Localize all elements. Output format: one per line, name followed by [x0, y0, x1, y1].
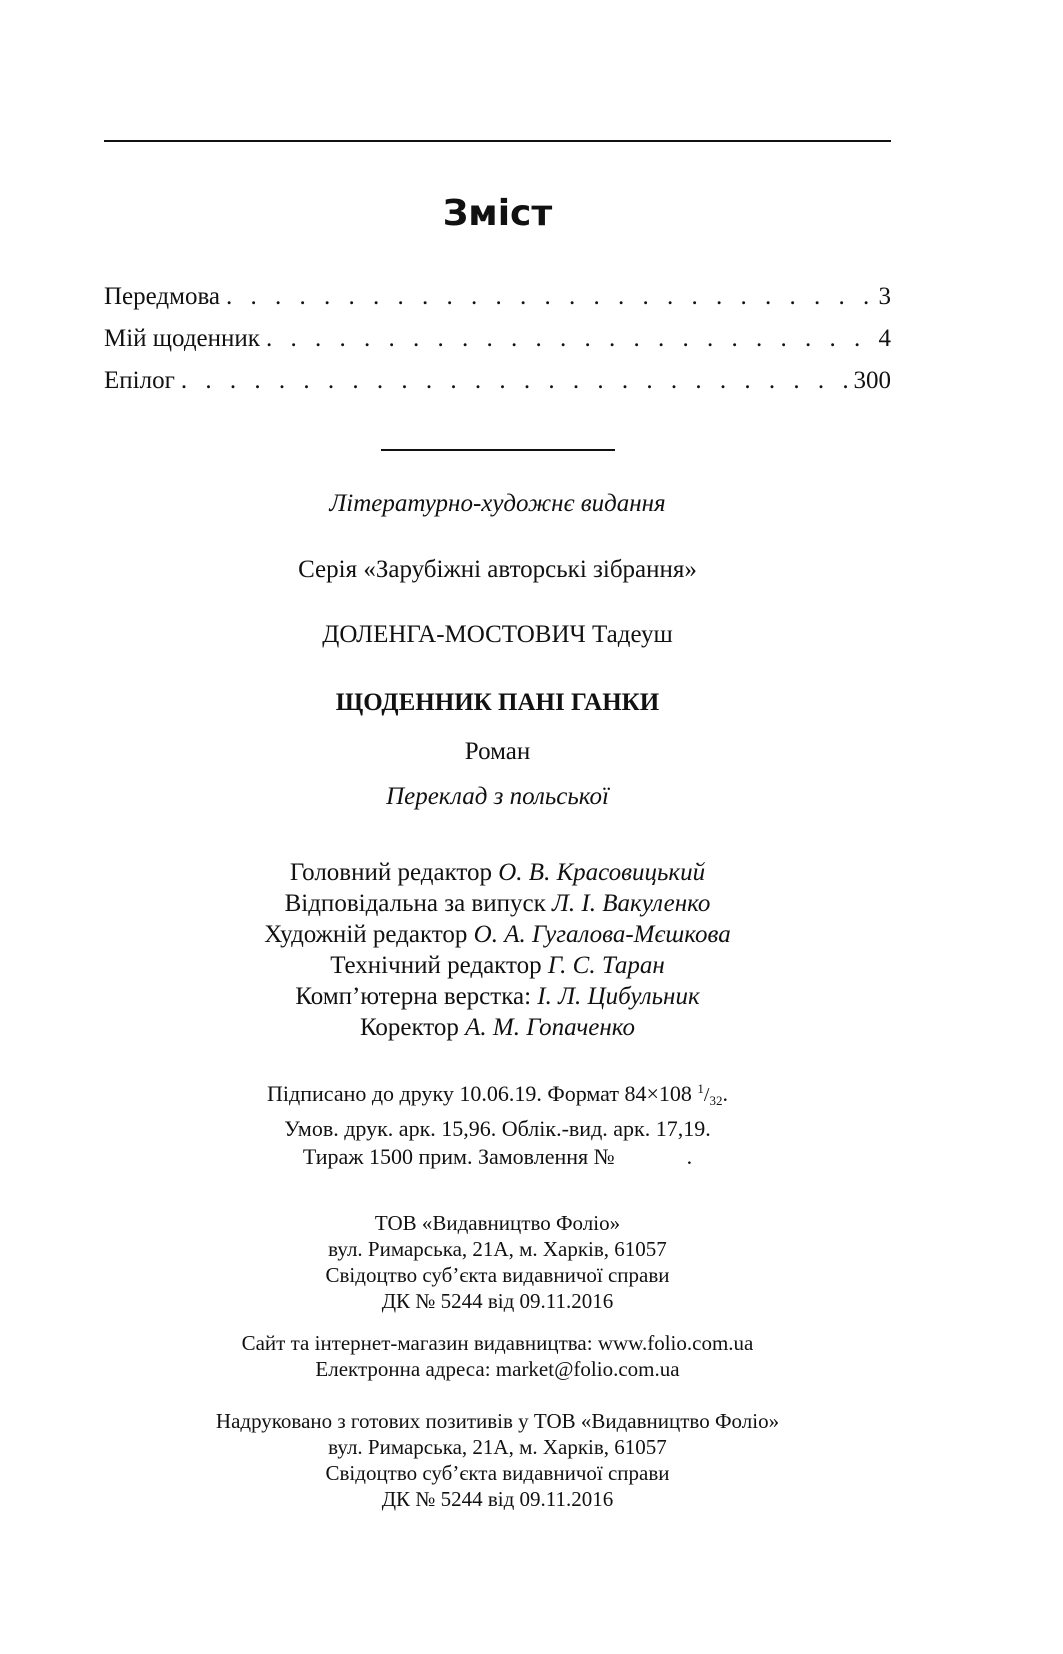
staff-line: [104, 919, 891, 950]
publisher-contacts: [104, 1330, 891, 1382]
toc-entry[interactable]: [104, 318, 891, 360]
table-of-contents: [104, 276, 891, 402]
fraction-numerator: 1: [697, 1081, 704, 1096]
fraction-slash: /: [703, 1084, 710, 1106]
toc-entry-label: Епілог: [104, 367, 175, 394]
staff-line: [104, 1012, 891, 1043]
toc-entry[interactable]: [104, 276, 891, 318]
publisher-line: ДК № 5244 від 09.11.2016: [381, 1289, 614, 1313]
printer-line: Свідоцтво суб’єкта видавничої справи: [325, 1461, 670, 1485]
toc-entry-page: 4: [878, 325, 891, 352]
toc-entry-page: 3: [878, 283, 891, 310]
editorial-staff: [104, 857, 891, 1043]
toc-entry[interactable]: [104, 360, 891, 402]
printer-info: [104, 1408, 891, 1512]
toc-leader-dots: [266, 318, 873, 360]
staff-role: Комп’ютерна верстка:: [295, 983, 532, 1010]
publisher-info: [104, 1210, 891, 1314]
toc-leader-dots: [181, 360, 848, 402]
toc-entry-label: Мій щоденник: [104, 325, 260, 352]
section-divider: [381, 449, 615, 451]
staff-role: Відповідальна за випуск: [284, 890, 546, 917]
series-name: Серія «Зарубіжні авторські зібрання»: [298, 556, 697, 583]
top-rule: [104, 140, 891, 142]
staff-person: А. М. Гопаченко: [465, 1014, 636, 1041]
edition-type: Літературно-художнє видання: [329, 490, 666, 517]
publisher-line: ТОВ «Видавництво Фоліо»: [374, 1211, 621, 1235]
staff-person: І. Л. Цибульник: [537, 983, 700, 1010]
print-sheets-line: Умов. друк. арк. 15,96. Облік.-вид. арк. 17,19.: [284, 1116, 711, 1141]
toc-leader-dots: [226, 276, 872, 318]
genre: Роман: [464, 738, 531, 765]
publisher-line: вул. Римарська, 21А, м. Харків, 61057: [328, 1237, 667, 1261]
staff-line: [104, 950, 891, 981]
toc-title: Зміст: [442, 193, 553, 234]
contact-line: Електронна адреса: market@folio.com.ua: [315, 1357, 680, 1381]
staff-role: Коректор: [359, 1014, 459, 1041]
toc-entry-page: 300: [853, 367, 891, 394]
print-signed-line: [104, 1075, 891, 1115]
staff-person: Л. І. Вакуленко: [551, 890, 711, 917]
staff-line: [104, 857, 891, 888]
translation-note: Переклад з польської: [386, 783, 609, 810]
staff-line: [104, 981, 891, 1012]
author-name: ДОЛЕНГА-МОСТОВИЧ Тадеуш: [322, 621, 673, 648]
format-fraction: [697, 1081, 723, 1108]
print-run-line: [104, 1143, 891, 1171]
printer-line: Надруковано з готових позитивів у ТОВ «Видавництво Фоліо»: [215, 1409, 780, 1433]
print-run-end: .: [686, 1144, 693, 1169]
staff-person: О. А. Гугалова-Мєшкова: [473, 921, 731, 948]
print-signed-suffix: .: [722, 1081, 728, 1106]
printer-line: ДК № 5244 від 09.11.2016: [381, 1487, 614, 1511]
staff-role: Технічний редактор: [330, 952, 542, 979]
fraction-denominator: 32: [709, 1093, 723, 1108]
publisher-line: Свідоцтво суб’єкта видавничої справи: [325, 1263, 670, 1287]
staff-line: [104, 888, 891, 919]
toc-entry-label: Передмова: [104, 283, 221, 310]
staff-person: О. В. Красовицький: [498, 859, 706, 886]
staff-role: Головний редактор: [289, 859, 492, 886]
print-info: [104, 1075, 891, 1171]
printer-line: вул. Римарська, 21А, м. Харків, 61057: [328, 1435, 667, 1459]
staff-person: Г. С. Таран: [547, 952, 665, 979]
staff-role: Художній редактор: [264, 921, 468, 948]
book-title: ЩОДЕННИК ПАНІ ГАНКИ: [335, 689, 660, 716]
print-signed-text: Підписано до друку 10.06.19. Формат 84×108: [267, 1081, 692, 1106]
print-run-text: Тираж 1500 прим. Замовлення №: [302, 1144, 615, 1169]
contact-line: Сайт та інтернет-магазин видавництва: www.folio.com.ua: [241, 1331, 754, 1355]
